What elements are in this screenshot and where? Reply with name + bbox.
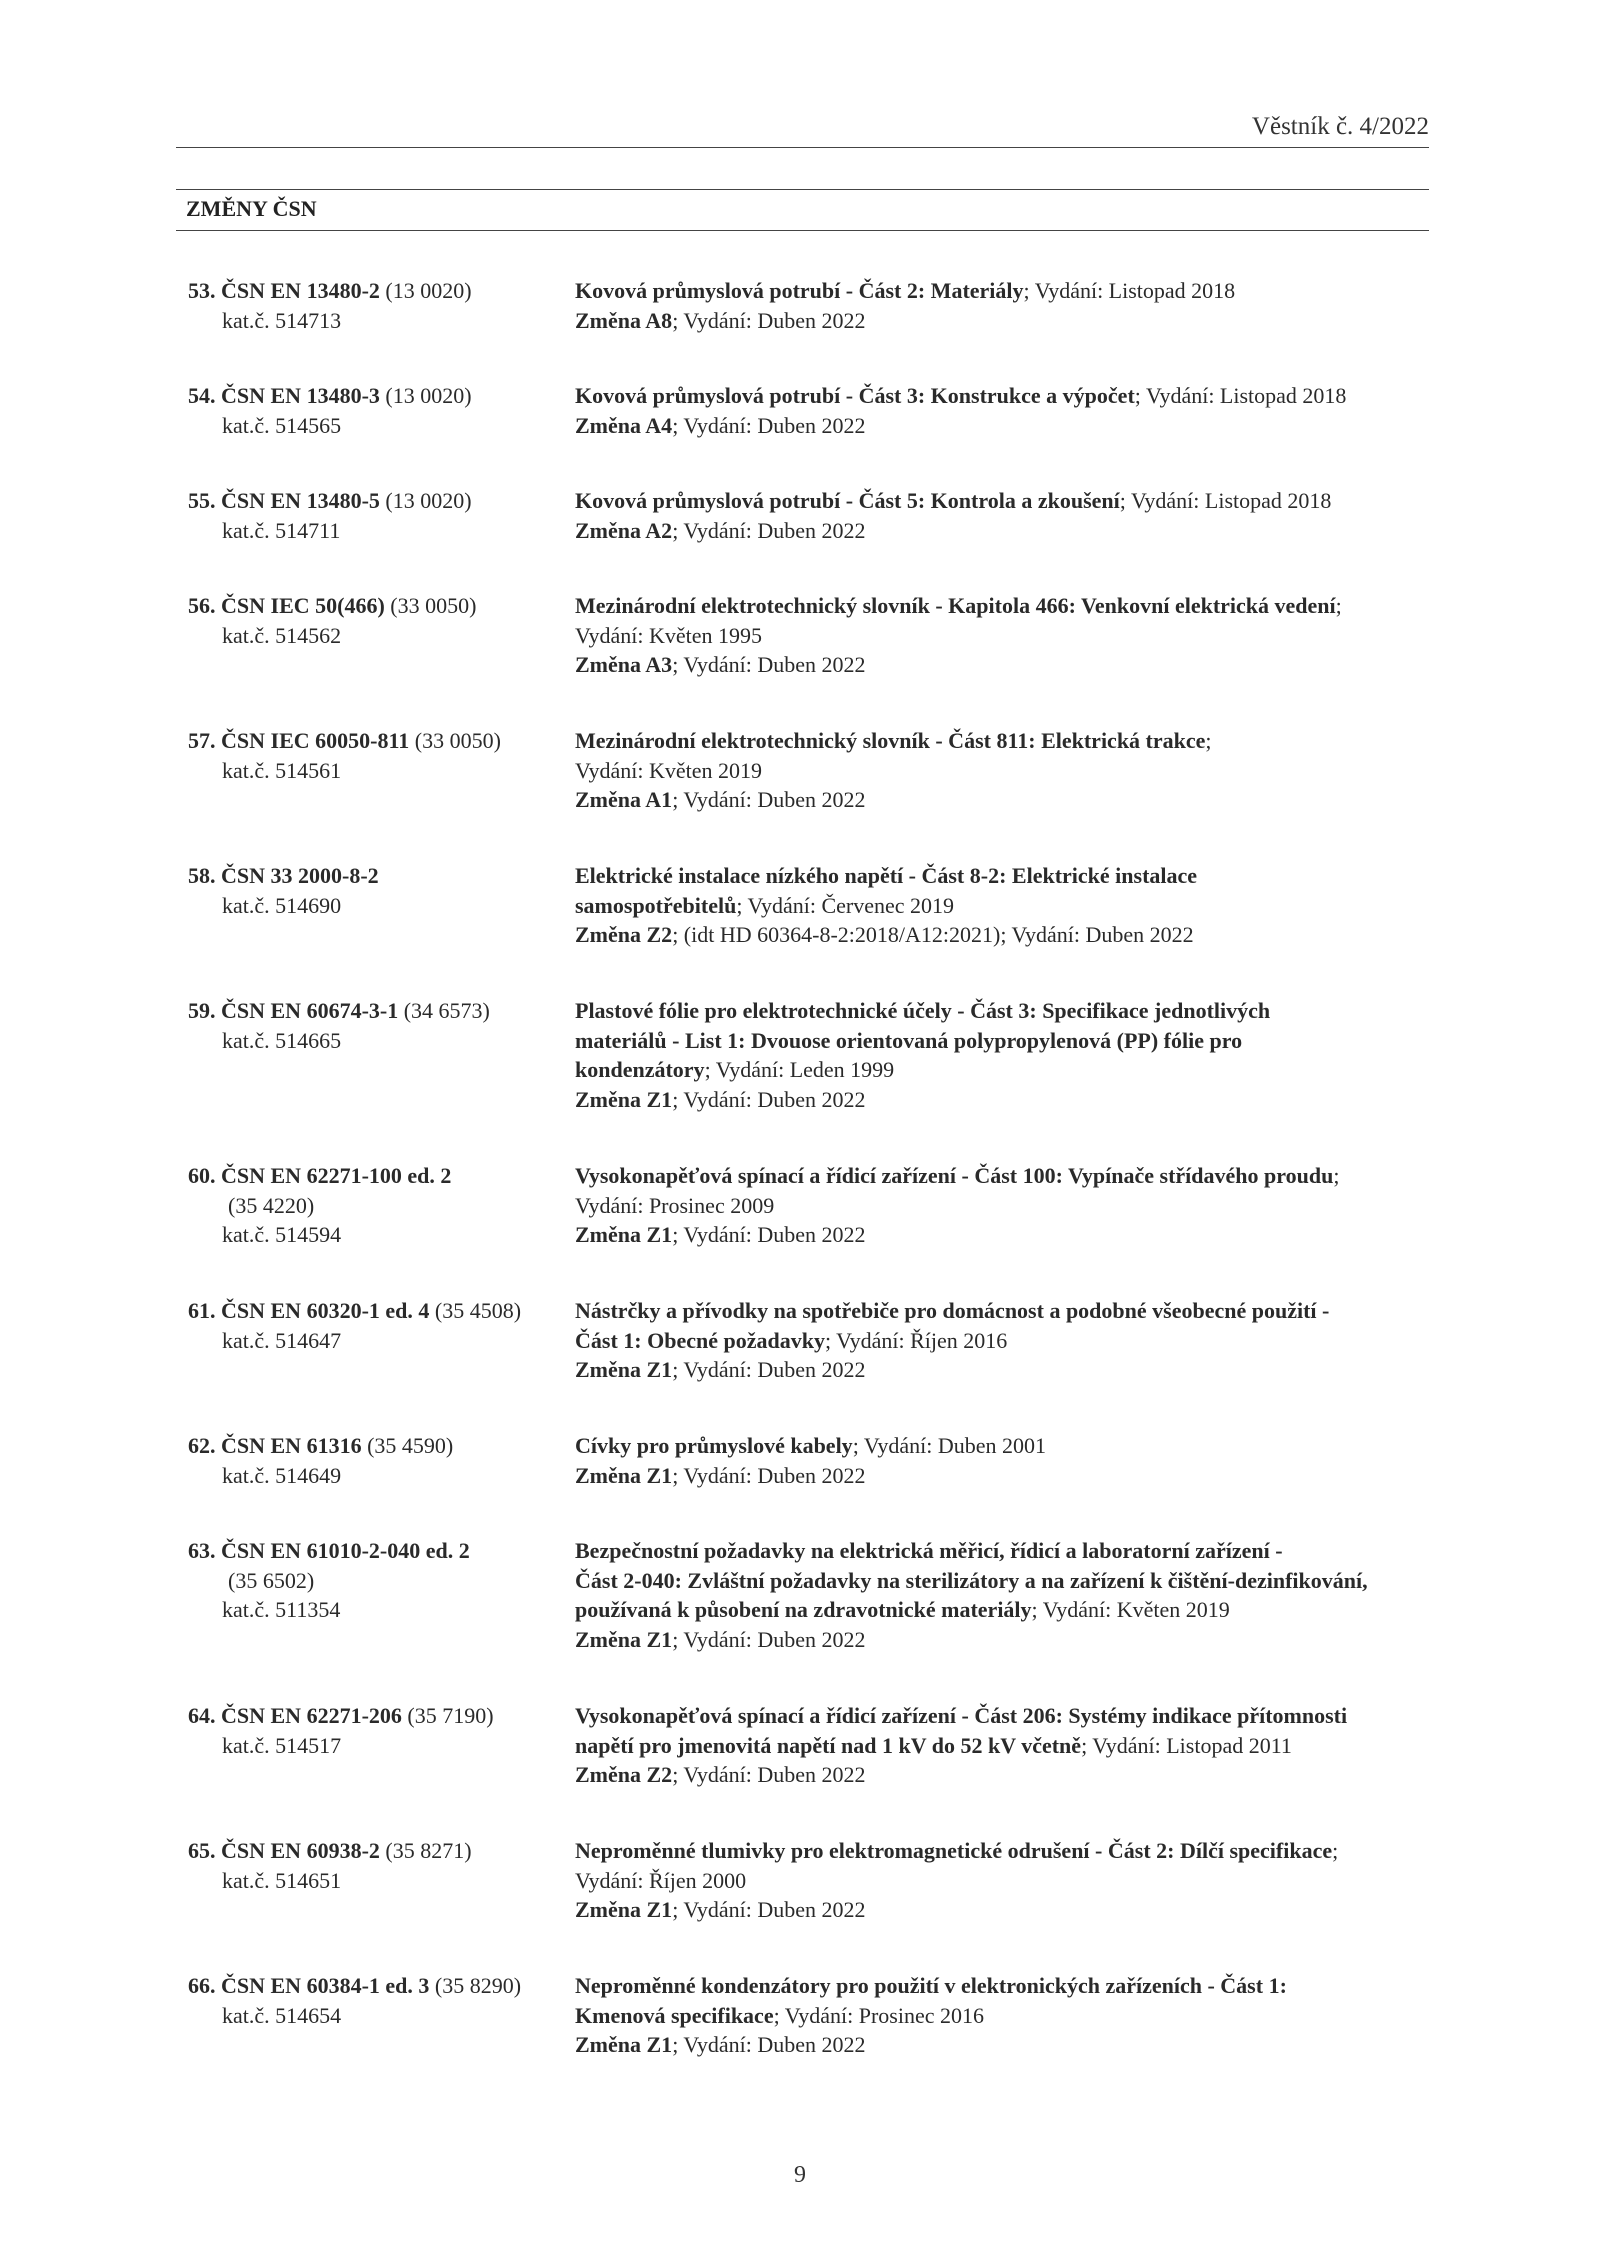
edition-text: ; Vydání: Listopad 2018 [1023,278,1236,303]
edition-text: ; [1332,1838,1339,1863]
catalog-number: kat.č. 511354 [222,1597,341,1622]
title-text: Změna Z1 [575,1222,673,1247]
description-line [575,381,1346,411]
standard-reference [188,276,472,306]
description-line [575,486,1331,516]
standard-reference [188,1296,521,1326]
title-text: Změna A8 [575,307,673,333]
catalog-number: kat.č. 514654 [222,2002,342,2028]
title-text: Změna Z1 [575,2032,673,2057]
description-line [575,516,866,546]
edition-text: ; Vydání: Duben 2022 [672,1897,866,1922]
edition-text: ; Vydání: Prosinec 2016 [773,2002,985,2028]
standard-code: ČSN EN 60674-3-1 [221,998,399,1023]
title-text: materiálů - List 1: Dvouose orientovaná polypropylenová (PP) fólie pro [575,1027,1243,1053]
entry-number: 53. [188,278,221,303]
title-text: Část 1: Obecné požadavky [575,1327,825,1353]
edition-text: Vydání: Říjen 2000 [575,1867,747,1893]
description-line [575,276,1235,306]
catalog-number: kat.č. 514713 [222,307,342,333]
edition-text: ; [1333,1163,1340,1188]
description-line [575,650,866,680]
classification-code: (33 0050) [384,593,477,618]
edition-text: ; Vydání: Duben 2022 [672,1357,866,1382]
standard-reference [188,486,472,516]
description-line [575,1461,866,1491]
description-line [575,1055,894,1085]
edition-text: Vydání: Květen 1995 [575,622,762,648]
edition-text: ; [1335,593,1342,618]
description-line [575,1595,1230,1625]
title-text: Elektrické instalace nízkého napětí - Část 8-2: Elektrické instalace [575,863,1198,888]
standard-entry [0,1971,1600,2091]
edition-text: ; Vydání: Duben 2022 [672,1222,866,1247]
edition-text: ; Vydání: Duben 2022 [672,412,866,438]
standard-code: ČSN EN 13480-2 [221,278,380,303]
description-line [575,1431,1046,1461]
entry-number: 56. [188,593,221,618]
standard-code: ČSN EN 13480-5 [221,488,380,513]
edition-text: ; Vydání: Květen 2019 [1031,1597,1230,1622]
title-text: Změna Z1 [575,1086,673,1112]
edition-text: ; Vydání: Říjen 2016 [824,1327,1008,1353]
bulletin-title: Věstník č. 4/2022 [1251,113,1429,140]
classification-code: (35 8271) [379,1838,472,1863]
entry-number: 55. [188,488,221,513]
standard-reference [188,381,472,411]
standard-entry [0,861,1600,981]
title-text: Neproměnné kondenzátory pro použití v elektronických zařízeních - Část 1: [575,1973,1287,1998]
title-text: Kovová průmyslová potrubí - Část 3: Konstrukce a výpočet [575,383,1135,408]
title-text: používaná k působení na zdravotnické materiály [575,1597,1032,1622]
classification-code: (35 8290) [429,1973,522,1998]
standard-code: ČSN EN 13480-3 [221,383,380,408]
edition-text: ; (idt HD 60364-8-2:2018/A12:2021); Vydání: Duben 2022 [672,922,1194,947]
title-text: kondenzátory [575,1057,705,1082]
standard-entry [0,591,1600,711]
entry-number: 54. [188,383,221,408]
standard-reference [188,1971,521,2001]
classification-code: (35 4590) [361,1433,454,1458]
entry-number: 60. [188,1163,221,1188]
standard-reference [188,591,476,621]
standard-reference [188,1431,453,1461]
description-line [575,2030,866,2060]
standard-entry [0,1536,1600,1656]
standard-entry [0,1836,1600,1956]
title-text: samospotřebitelů [575,892,737,918]
edition-text: ; Vydání: Listopad 2018 [1134,383,1347,408]
description-line [575,1566,1368,1596]
edition-text: ; Vydání: Duben 2022 [672,652,866,677]
entry-number: 57. [188,728,221,753]
title-text: Změna A3 [575,652,673,677]
title-text: Změna Z1 [575,1462,673,1488]
standard-entry [0,726,1600,846]
description-line [575,1971,1287,2001]
title-text: Kovová průmyslová potrubí - Část 5: Kontrola a zkoušení [575,488,1120,513]
classification-code: (13 0020) [379,488,472,513]
catalog-number: kat.č. 514562 [222,622,342,648]
title-text: Kmenová specifikace [575,2002,774,2028]
description-line [575,411,866,441]
catalog-number: kat.č. 514594 [222,1222,342,1247]
standard-code: ČSN EN 61010-2-040 ed. 2 [221,1538,470,1563]
description-line [575,2001,984,2031]
standard-code: ČSN EN 60320-1 ed. 4 [221,1298,430,1323]
edition-text: ; Vydání: Duben 2022 [672,787,866,812]
entry-number: 66. [188,1973,221,1998]
edition-text: ; [1205,728,1212,753]
catalog-number: kat.č. 514651 [222,1867,342,1893]
title-text: Změna Z2 [575,922,673,947]
title-text: Změna A2 [575,517,673,543]
classification-code: (35 6502) [228,1567,315,1593]
edition-text: ; Vydání: Duben 2022 [672,1762,866,1787]
description-line [575,1895,866,1925]
standard-reference [188,1161,451,1191]
description-line [575,756,762,786]
catalog-number: kat.č. 514565 [222,412,342,438]
title-text: Část 2-040: Zvláštní požadavky na sterilizátory a na zařízení k čištění-dezinfikování, [575,1567,1368,1593]
classification-code: (33 0050) [409,728,501,753]
edition-text: Vydání: Prosinec 2009 [575,1192,775,1218]
entry-number: 65. [188,1838,221,1863]
description-line [575,591,1342,621]
standard-reference [188,1836,472,1866]
standard-code: ČSN EN 60384-1 ed. 3 [221,1973,430,1998]
catalog-number: kat.č. 514690 [222,892,342,918]
standard-code: ČSN IEC 60050-811 [221,728,410,753]
catalog-number: kat.č. 514561 [222,757,342,783]
title-text: Změna Z1 [575,1897,673,1922]
description-line [575,891,954,921]
title-text: Cívky pro průmyslové kabely [575,1433,853,1458]
standard-code: ČSN EN 60938-2 [221,1838,380,1863]
standard-reference [188,861,379,891]
standard-reference [188,1701,494,1731]
description-line [575,1191,774,1221]
description-line [575,1536,1283,1566]
standard-code: ČSN EN 62271-206 [221,1703,402,1728]
description-line [575,726,1212,756]
standard-entry [0,1431,1600,1551]
standard-code: ČSN IEC 50(466) [221,593,385,618]
description-line [575,621,762,651]
description-line [575,861,1197,891]
edition-text: ; Vydání: Duben 2001 [852,1433,1046,1458]
description-line [575,1701,1347,1731]
edition-text: ; Vydání: Leden 1999 [704,1057,895,1082]
description-line [575,1625,866,1655]
description-line [575,1161,1339,1191]
description-line [575,785,866,815]
standard-code: ČSN EN 62271-100 ed. 2 [221,1163,452,1188]
title-text: Mezinárodní elektrotechnický slovník - Kapitola 466: Venkovní elektrická vedení [575,593,1336,618]
description-line [575,1326,1007,1356]
description-line [575,1355,866,1385]
edition-text: ; Vydání: Listopad 2018 [1119,488,1332,513]
title-text: Bezpečnostní požadavky na elektrická měřicí, řídicí a laboratorní zařízení - [575,1538,1283,1563]
catalog-number: kat.č. 514665 [222,1027,342,1053]
edition-text: ; Vydání: Duben 2022 [672,2032,866,2057]
edition-text: Vydání: Květen 2019 [575,757,762,783]
description-line [575,920,1194,950]
description-line [575,1220,866,1250]
classification-code: (35 4508) [429,1298,522,1323]
catalog-number: kat.č. 514647 [222,1327,342,1353]
edition-text: ; Vydání: Duben 2022 [672,307,866,333]
catalog-number: kat.č. 514711 [222,517,341,543]
catalog-number: kat.č. 514649 [222,1462,342,1488]
catalog-number: kat.č. 514517 [222,1732,342,1758]
description-line [575,1866,746,1896]
entry-number: 61. [188,1298,221,1323]
standard-reference [188,996,490,1026]
title-text: Změna A4 [575,412,673,438]
title-text: Nástrčky a přívodky na spotřebiče pro domácnost a podobné všeobecné použití - [575,1298,1330,1323]
title-text: Změna Z1 [575,1626,673,1652]
classification-code: (35 7190) [401,1703,494,1728]
title-text: Neproměnné tlumivky pro elektromagnetické odrušení - Část 2: Dílčí specifikace [575,1838,1333,1863]
standard-reference [188,726,501,756]
title-text: Změna Z1 [575,1357,673,1382]
section-title: ZMĚNY ČSN [186,196,317,221]
description-line [575,1296,1329,1326]
standard-code: ČSN 33 2000-8-2 [221,863,379,888]
edition-text: ; Vydání: Listopad 2011 [1081,1732,1292,1758]
standard-code: ČSN EN 61316 [221,1433,362,1458]
standard-entry [0,276,1600,396]
entry-number: 58. [188,863,221,888]
standard-entry [0,1701,1600,1821]
edition-text: ; Vydání: Duben 2022 [672,1626,866,1652]
title-text: Změna A1 [575,787,673,812]
standard-entry [0,996,1600,1116]
description-line [575,1026,1242,1056]
standard-entry [0,381,1600,501]
description-line [575,1085,866,1115]
description-line [575,1731,1292,1761]
classification-code: (35 4220) [228,1192,315,1218]
standard-entry [0,1161,1600,1281]
description-line [575,996,1270,1026]
classification-code: (13 0020) [379,383,472,408]
classification-code: (13 0020) [379,278,472,303]
title-text: napětí pro jmenovitá napětí nad 1 kV do 52 kV včetně [575,1732,1082,1758]
title-text: Vysokonapěťová spínací a řídicí zařízení - Část 100: Vypínače střídavého proudu [575,1163,1334,1188]
standard-entry [0,1296,1600,1416]
edition-text: ; Vydání: Duben 2022 [672,517,866,543]
edition-text: ; Vydání: Duben 2022 [672,1086,866,1112]
title-text: Plastové fólie pro elektrotechnické účely - Část 3: Specifikace jednotlivých [575,998,1271,1023]
entry-number: 64. [188,1703,221,1728]
classification-code: (34 6573) [398,998,490,1023]
entry-number: 59. [188,998,221,1023]
entry-number: 62. [188,1433,221,1458]
page-number: 9 [794,2162,806,2188]
edition-text: ; Vydání: Duben 2022 [672,1462,866,1488]
description-line [575,306,866,336]
title-text: Vysokonapěťová spínací a řídicí zařízení - Část 206: Systémy indikace přítomnosti [575,1703,1348,1728]
title-text: Změna Z2 [575,1762,673,1787]
description-line [575,1836,1338,1866]
title-text: Mezinárodní elektrotechnický slovník - Část 811: Elektrická trakce [575,728,1206,753]
standard-reference [188,1536,470,1566]
standard-entry [0,486,1600,606]
edition-text: ; Vydání: Červenec 2019 [736,892,955,918]
description-line [575,1760,866,1790]
entry-number: 63. [188,1538,221,1563]
title-text: Kovová průmyslová potrubí - Část 2: Materiály [575,278,1024,303]
